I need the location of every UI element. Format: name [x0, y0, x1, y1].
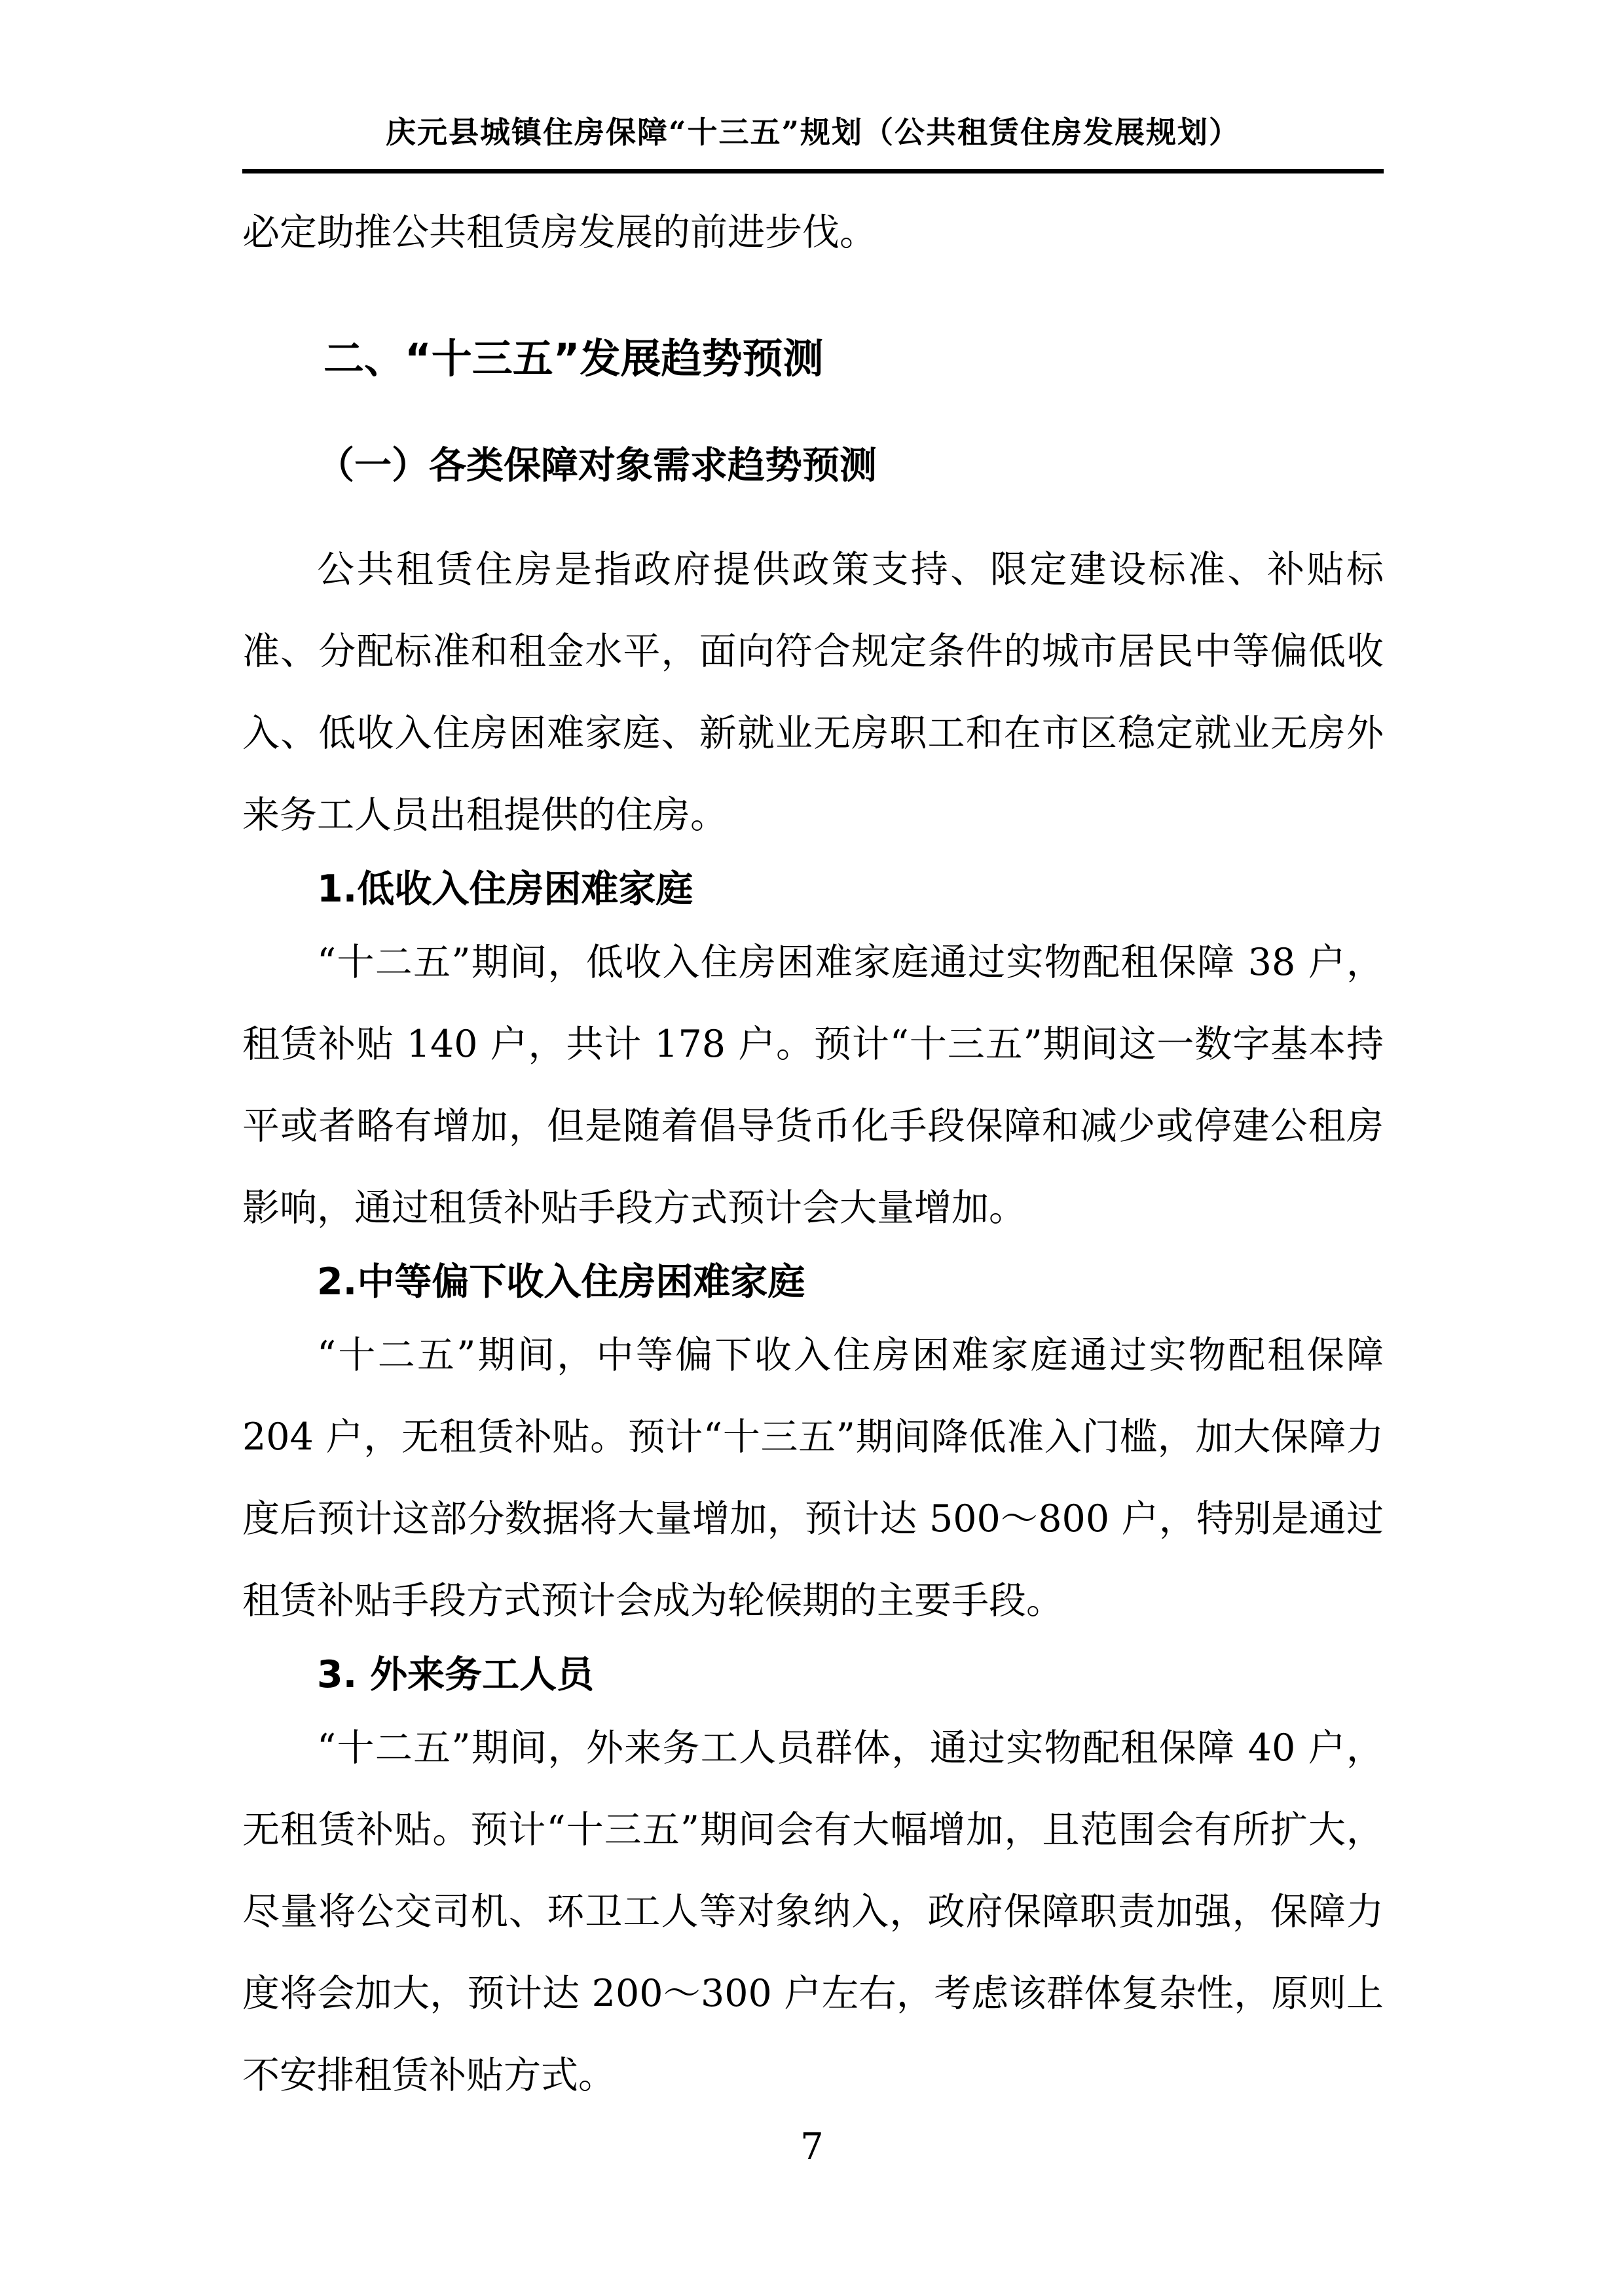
page-number: 7	[800, 2126, 824, 2168]
subsection-heading: （一）各类保障对象需求趋势预测	[317, 444, 877, 487]
item-heading-lower-middle-income: 2.中等偏下收入住房困难家庭	[317, 1260, 805, 1303]
item-heading-low-income: 1.低收入住房困难家庭	[317, 867, 693, 911]
item-paragraph-migrant-workers: “十二五”期间，外来务工人员群体，通过实物配租保障 40 户，无租赁补贴。预计“十三五”期间会有大幅增加，且范围会有所扩大，尽量将公交司机、环卫工人等对象纳入，政府保障职责加强，保障力度将会加大，预计达 200～300 户左右，考虑该群体复杂性，原则上不安排租赁补贴方式。	[242, 1726, 1384, 2097]
page-header-title: 庆元县城镇住房保障“十三五”规划（公共租赁住房发展规划）	[242, 113, 1384, 173]
item-paragraph-low-income: “十二五”期间，低收入住房困难家庭通过实物配租保障 38 户，租赁补贴 140 户，共计 178 户。预计“十三五”期间这一数字基本持平或者略有增加，但是随着倡导货币化手段保障和减少或停建公租房影响，通过租赁补贴手段方式预计会大量增加。	[242, 941, 1384, 1230]
intro-paragraph: 必定助推公共租赁房发展的前进步伐。	[242, 211, 877, 254]
document-body	[242, 192, 1384, 2117]
section-heading: 二、“十三五”发展趋势预测	[323, 335, 824, 382]
overview-paragraph: 公共租赁住房是指政府提供政策支持、限定建设标准、补贴标准、分配标准和租金水平，面向符合规定条件的城市居民中等偏低收入、低收入住房困难家庭、新就业无房职工和在市区稳定就业无房外来务工人员出租提供的住房。	[242, 548, 1384, 837]
item-heading-migrant-workers: 3. 外来务工人员	[317, 1653, 595, 1696]
item-paragraph-lower-middle-income: “十二五”期间，中等偏下收入住房困难家庭通过实物配租保障 204 户，无租赁补贴。预计“十三五”期间降低准入门槛，加大保障力度后预计这部分数据将大量增加，预计达 500～800 户，特别是通过租赁补贴手段方式预计会成为轮候期的主要手段。	[242, 1334, 1384, 1622]
